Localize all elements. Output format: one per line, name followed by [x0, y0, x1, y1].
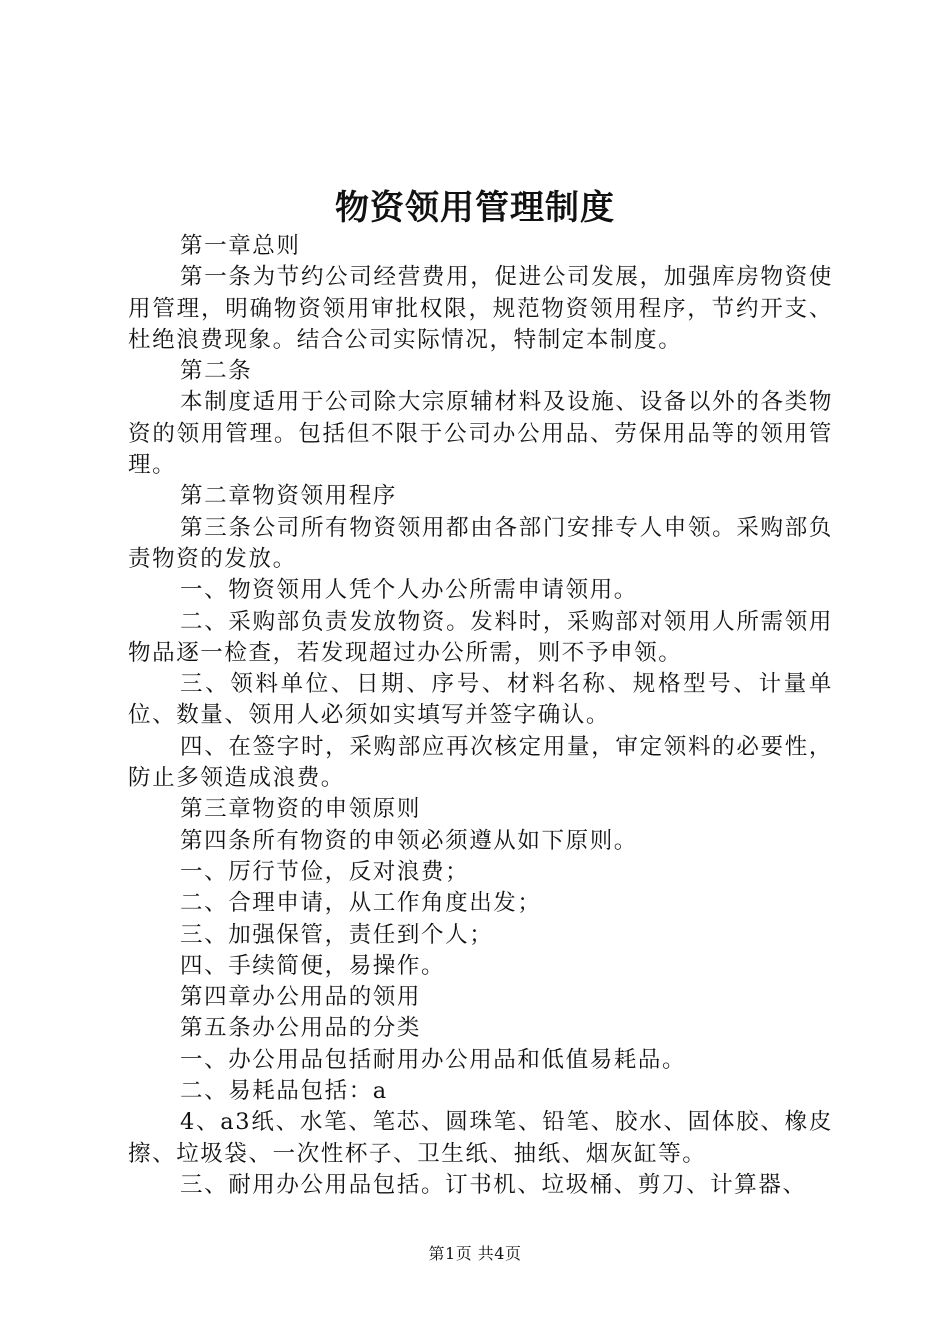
chapter-heading: 第四章办公用品的领用 — [180, 984, 422, 1011]
list-item: 4、a3纸、水笔、笔芯、圆珠笔、铅笔、胶水、固体胶、橡皮擦、垃圾袋、一次性杯子、卫生纸、抽纸、烟灰缸等。 — [128, 1109, 833, 1167]
list-item: 二、采购部负责发放物资。发料时，采购部对领用人所需领用物品逐一检查，若发现超过办公所需，则不予申领。 — [128, 608, 833, 666]
list-item: 二、合理申请，从工作角度出发； — [180, 890, 542, 917]
chapter-heading: 第二章物资领用程序 — [180, 483, 397, 510]
chapter-heading: 第三章物资的申领原则 — [180, 796, 422, 823]
list-item: 三、耐用办公用品包括。订书机、垃圾桶、剪刀、计算器、 — [180, 1171, 807, 1198]
list-item: 一、办公用品包括耐用办公用品和低值易耗品。 — [180, 1046, 687, 1073]
document-title: 物资领用管理制度 — [335, 188, 615, 228]
list-item: 一、物资领用人凭个人办公所需申请领用。 — [180, 577, 638, 604]
list-item: 一、厉行节俭，反对浪费； — [180, 858, 470, 885]
list-item: 四、手续简便，易操作。 — [180, 952, 446, 979]
article-paragraph: 第五条办公用品的分类 — [180, 1015, 422, 1042]
article-paragraph: 本制度适用于公司除大宗原辅材料及设施、设备以外的各类物资的领用管理。包括但不限于公司办公用品、劳保用品等的领用管理。 — [128, 389, 833, 479]
list-item: 四、在签字时，采购部应再次核定用量，审定领料的必要性，防止多领造成浪费。 — [128, 733, 833, 792]
list-item: 三、领料单位、日期、序号、材料名称、规格型号、计量单位、数量、领用人必须如实填写并签字确认。 — [128, 671, 833, 729]
chapter-heading: 第一章总则 — [180, 233, 301, 259]
page-number-footer: 第1页 共4页 — [428, 1244, 522, 1263]
article-paragraph: 第一条为节约公司经营费用，促进公司发展，加强库房物资使用管理，明确物资领用审批权限，规范物资领用程序，节约开支、杜绝浪费现象。结合公司实际情况，特制定本制度。 — [128, 264, 833, 353]
article-paragraph: 第三条公司所有物资领用都由各部门安排专人申领。采购部负责物资的发放。 — [128, 514, 833, 572]
document-body — [128, 231, 833, 1201]
list-item: 三、加强保管，责任到个人； — [180, 921, 494, 948]
article-paragraph: 第四条所有物资的申领必须遵从如下原则。 — [180, 827, 638, 854]
list-item: 二、易耗品包括：a — [180, 1078, 388, 1105]
article-heading: 第二条 — [180, 358, 253, 385]
